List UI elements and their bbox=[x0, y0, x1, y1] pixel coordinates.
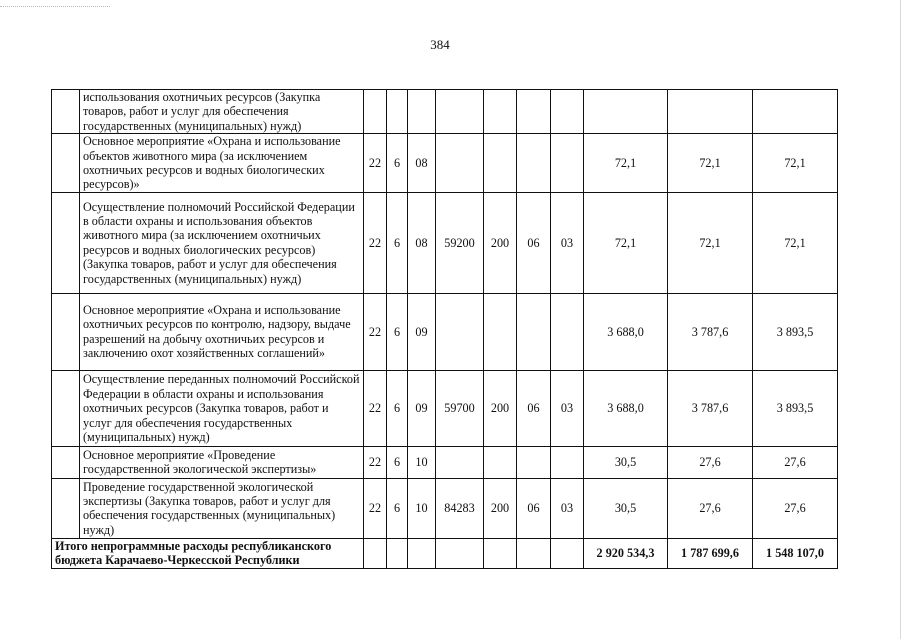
total-empty-code-cell bbox=[484, 538, 517, 568]
expense-type-code-cell bbox=[484, 293, 517, 370]
table-row bbox=[52, 370, 838, 446]
expense-name-cell: Основное мероприятие «Охрана и использование объектов животного мира (за исключением охотничьих ресурсов и водных биологических ресурсов)» bbox=[80, 134, 364, 193]
total-empty-code-cell bbox=[436, 538, 484, 568]
total-label-cell: Итого непрограммные расходы республиканского бюджета Карачаево-Черкесской Республики bbox=[52, 538, 364, 568]
program-code-cell: 22 bbox=[364, 293, 387, 370]
section-code-cell: 06 bbox=[517, 370, 551, 446]
subsection-code-cell: 03 bbox=[551, 478, 584, 538]
event-code-cell: 10 bbox=[408, 478, 436, 538]
expense-type-code-cell: 200 bbox=[484, 192, 517, 293]
empty-cell bbox=[52, 293, 80, 370]
amount-year-3-cell: 3 893,5 bbox=[753, 370, 838, 446]
total-row bbox=[52, 538, 838, 568]
expense-type-code-cell: 200 bbox=[484, 478, 517, 538]
expense-type-code-cell bbox=[484, 134, 517, 193]
program-code-cell: 22 bbox=[364, 192, 387, 293]
total-amount-year-1-cell: 2 920 534,3 bbox=[584, 538, 668, 568]
section-code-cell: 06 bbox=[517, 478, 551, 538]
table-row bbox=[52, 478, 838, 538]
amount-year-3-cell: 72,1 bbox=[753, 192, 838, 293]
program-code-cell: 22 bbox=[364, 446, 387, 478]
subsection-code-cell bbox=[551, 446, 584, 478]
table-row bbox=[52, 446, 838, 478]
direction-code-cell bbox=[436, 134, 484, 193]
event-code-cell: 09 bbox=[408, 370, 436, 446]
budget-table bbox=[51, 89, 838, 569]
expense-name-cell: использования охотничьих ресурсов (Закупка товаров, работ и услуг для обеспечения государственных (муниципальных) нужд) bbox=[80, 90, 364, 134]
total-empty-code-cell bbox=[551, 538, 584, 568]
subprogram-code-cell: 6 bbox=[387, 478, 408, 538]
amount-year-2-cell: 27,6 bbox=[668, 446, 753, 478]
amount-year-3-cell: 27,6 bbox=[753, 478, 838, 538]
amount-year-2-cell: 3 787,6 bbox=[668, 293, 753, 370]
scan-artifact-line bbox=[0, 6, 110, 8]
total-amount-year-3-cell: 1 548 107,0 bbox=[753, 538, 838, 568]
direction-code-cell: 59200 bbox=[436, 192, 484, 293]
program-code-cell: 22 bbox=[364, 370, 387, 446]
program-code-cell bbox=[364, 90, 387, 134]
total-empty-code-cell bbox=[408, 538, 436, 568]
section-code-cell bbox=[517, 293, 551, 370]
page-number: 384 bbox=[430, 37, 450, 52]
expense-type-code-cell bbox=[484, 90, 517, 134]
amount-year-2-cell: 72,1 bbox=[668, 134, 753, 193]
direction-code-cell bbox=[436, 293, 484, 370]
expense-type-code-cell: 200 bbox=[484, 370, 517, 446]
amount-year-2-cell bbox=[668, 90, 753, 134]
amount-year-1-cell: 30,5 bbox=[584, 478, 668, 538]
table-row bbox=[52, 134, 838, 193]
expense-name-cell: Основное мероприятие «Охрана и использование охотничьих ресурсов по контролю, надзору, выдаче разрешений на добычу охотничьих ресурсов и заключению охот хозяйственных соглашений» bbox=[80, 293, 364, 370]
amount-year-1-cell: 30,5 bbox=[584, 446, 668, 478]
table-row bbox=[52, 90, 838, 134]
subsection-code-cell: 03 bbox=[551, 192, 584, 293]
section-code-cell: 06 bbox=[517, 192, 551, 293]
amount-year-2-cell: 3 787,6 bbox=[668, 370, 753, 446]
total-amount-year-2-cell: 1 787 699,6 bbox=[668, 538, 753, 568]
subprogram-code-cell bbox=[387, 90, 408, 134]
amount-year-1-cell: 3 688,0 bbox=[584, 293, 668, 370]
subprogram-code-cell: 6 bbox=[387, 192, 408, 293]
section-code-cell bbox=[517, 90, 551, 134]
expense-name-cell: Основное мероприятие «Проведение государственной экологической экспертизы» bbox=[80, 446, 364, 478]
empty-cell bbox=[52, 446, 80, 478]
total-empty-code-cell bbox=[364, 538, 387, 568]
direction-code-cell: 84283 bbox=[436, 478, 484, 538]
empty-cell bbox=[52, 134, 80, 193]
event-code-cell bbox=[408, 90, 436, 134]
subsection-code-cell bbox=[551, 134, 584, 193]
subprogram-code-cell: 6 bbox=[387, 293, 408, 370]
empty-cell bbox=[52, 90, 80, 134]
amount-year-3-cell: 27,6 bbox=[753, 446, 838, 478]
section-code-cell bbox=[517, 134, 551, 193]
total-empty-code-cell bbox=[387, 538, 408, 568]
direction-code-cell: 59700 bbox=[436, 370, 484, 446]
amount-year-1-cell bbox=[584, 90, 668, 134]
empty-cell bbox=[52, 370, 80, 446]
table-row bbox=[52, 192, 838, 293]
program-code-cell: 22 bbox=[364, 478, 387, 538]
section-code-cell bbox=[517, 446, 551, 478]
table-row bbox=[52, 293, 838, 370]
subsection-code-cell: 03 bbox=[551, 370, 584, 446]
amount-year-2-cell: 72,1 bbox=[668, 192, 753, 293]
expense-name-cell: Проведение государственной экологической экспертизы (Закупка товаров, работ и услуг для обеспечения государственных (муниципальных) нужд) bbox=[80, 478, 364, 538]
subsection-code-cell bbox=[551, 293, 584, 370]
event-code-cell: 10 bbox=[408, 446, 436, 478]
event-code-cell: 09 bbox=[408, 293, 436, 370]
amount-year-1-cell: 3 688,0 bbox=[584, 370, 668, 446]
direction-code-cell bbox=[436, 446, 484, 478]
expense-type-code-cell bbox=[484, 446, 517, 478]
expense-name-cell: Осуществление полномочий Российской Федерации в области охраны и использования объектов животного мира (за исключением охотничьих ресурсов и водных биологических ресурсов) (Закупка товаров, работ и услуг для обеспечения государственных (муниципальных) нужд) bbox=[80, 192, 364, 293]
subprogram-code-cell: 6 bbox=[387, 446, 408, 478]
table-body bbox=[52, 90, 838, 569]
empty-cell bbox=[52, 192, 80, 293]
empty-cell bbox=[52, 478, 80, 538]
subprogram-code-cell: 6 bbox=[387, 370, 408, 446]
direction-code-cell bbox=[436, 90, 484, 134]
subsection-code-cell bbox=[551, 90, 584, 134]
amount-year-1-cell: 72,1 bbox=[584, 134, 668, 193]
amount-year-3-cell: 3 893,5 bbox=[753, 293, 838, 370]
expense-name-cell: Осуществление переданных полномочий Российской Федерации в области охраны и использования охотничьих ресурсов (Закупка товаров, работ и услуг для обеспечения государственных (муниципальных) нужд) bbox=[80, 370, 364, 446]
amount-year-3-cell: 72,1 bbox=[753, 134, 838, 193]
amount-year-3-cell bbox=[753, 90, 838, 134]
subprogram-code-cell: 6 bbox=[387, 134, 408, 193]
program-code-cell: 22 bbox=[364, 134, 387, 193]
total-empty-code-cell bbox=[517, 538, 551, 568]
amount-year-2-cell: 27,6 bbox=[668, 478, 753, 538]
scan-edge-line bbox=[900, 0, 901, 639]
event-code-cell: 08 bbox=[408, 192, 436, 293]
amount-year-1-cell: 72,1 bbox=[584, 192, 668, 293]
event-code-cell: 08 bbox=[408, 134, 436, 193]
